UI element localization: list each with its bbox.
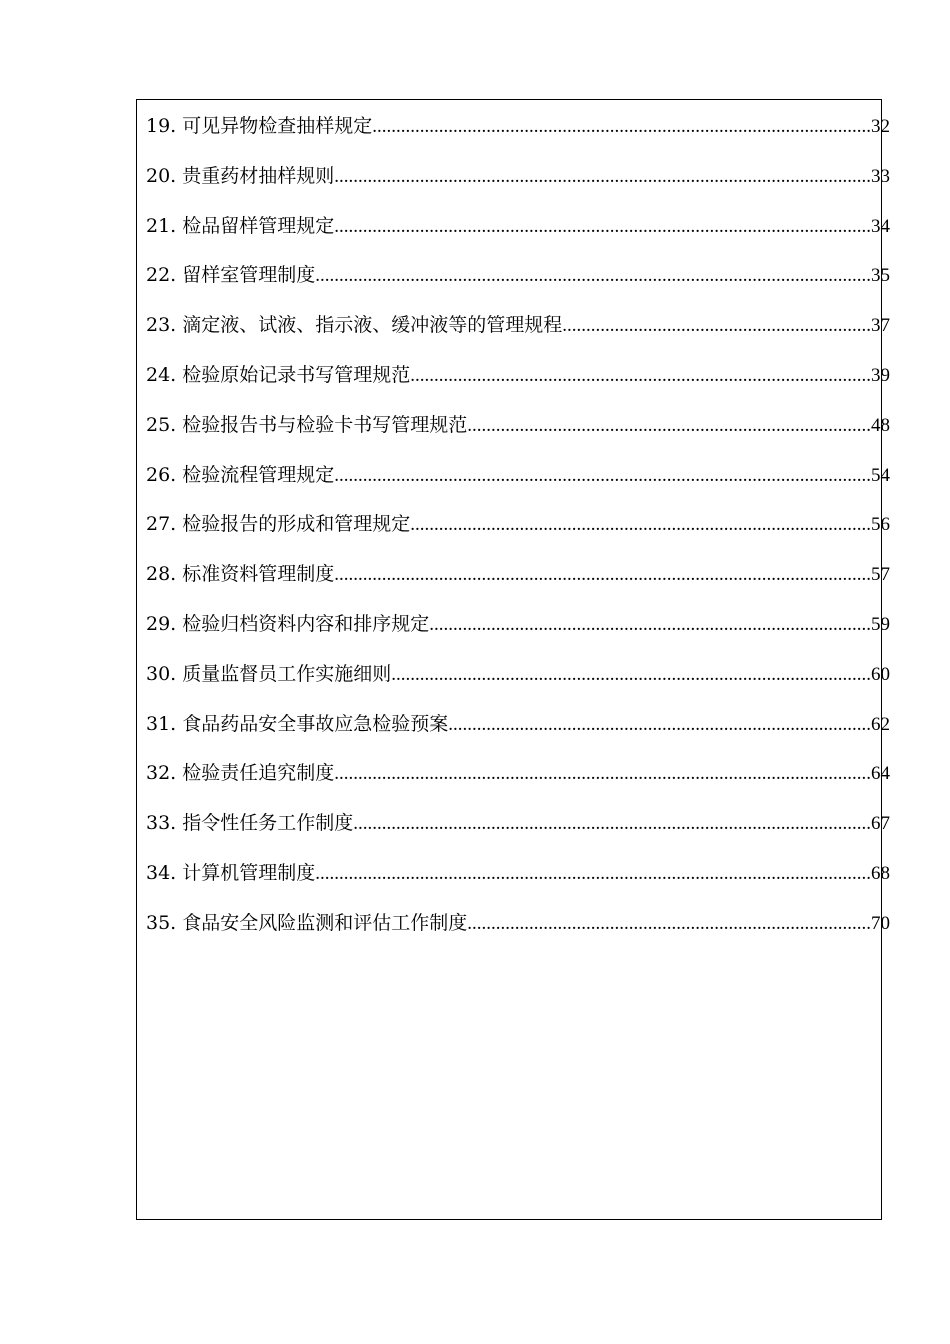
toc-dot-leader	[353, 810, 871, 838]
toc-dot-leader	[315, 262, 871, 290]
toc-entry-title: 32. 检验责任追究制度	[146, 762, 335, 785]
toc-entry-31[interactable]	[146, 710, 890, 760]
toc-entry-title: 31. 食品药品安全事故应急检验预案	[146, 712, 449, 735]
toc-entry-19[interactable]	[146, 112, 890, 162]
toc-entry-27[interactable]	[146, 510, 890, 560]
toc-entry-page: 59	[871, 613, 890, 635]
toc-entry-title: 34. 计算机管理制度	[146, 861, 316, 884]
toc-entry-25[interactable]	[146, 411, 890, 461]
toc-entry-title: 24. 检验原始记录书写管理规范	[146, 363, 411, 386]
toc-dot-leader	[334, 561, 871, 589]
toc-dot-leader	[448, 711, 871, 739]
toc-entry-page: 64	[871, 763, 890, 785]
toc-entry-30[interactable]	[146, 660, 890, 710]
toc-entry-title: 23. 滴定液、试液、指示液、缓冲液等的管理规程	[146, 314, 563, 337]
toc-entry-page: 56	[871, 514, 890, 536]
toc-entry-page: 34	[871, 215, 890, 237]
toc-entry-page: 54	[871, 464, 890, 486]
toc-entry-28[interactable]	[146, 560, 890, 610]
toc-entry-page: 33	[871, 165, 890, 187]
toc-entry-title: 29. 检验归档资料内容和排序规定	[146, 612, 430, 635]
toc-entry-page: 39	[871, 364, 890, 386]
toc-entry-32[interactable]	[146, 759, 890, 809]
toc-entry-26[interactable]	[146, 461, 890, 511]
toc-entry-33[interactable]	[146, 809, 890, 859]
toc-entry-page: 70	[871, 912, 890, 934]
toc-entry-35[interactable]	[146, 909, 890, 959]
toc-entry-page: 60	[871, 663, 890, 685]
toc-dot-leader	[334, 213, 871, 241]
toc-entry-title: 27. 检验报告的形成和管理规定	[146, 513, 411, 536]
toc-entry-page: 35	[871, 265, 890, 287]
toc-entry-page: 62	[871, 713, 890, 735]
toc-dot-leader	[334, 462, 871, 490]
toc-entry-page: 37	[871, 315, 890, 337]
toc-entry-21[interactable]	[146, 212, 890, 262]
toc-entry-title: 30. 质量监督员工作实施细则	[146, 662, 392, 685]
toc-dot-leader	[391, 661, 871, 689]
toc-dot-leader	[410, 511, 871, 539]
toc-dot-leader	[372, 113, 871, 141]
toc-dot-leader	[429, 611, 871, 639]
toc-entry-24[interactable]	[146, 361, 890, 411]
toc-entry-page: 68	[871, 862, 890, 884]
toc-dot-leader	[334, 760, 871, 788]
toc-entry-title: 25. 检验报告书与检验卡书写管理规范	[146, 413, 468, 436]
toc-entry-title: 22. 留样室管理制度	[146, 264, 316, 287]
table-of-contents	[146, 112, 890, 959]
toc-dot-leader	[334, 163, 871, 191]
toc-dot-leader	[410, 362, 871, 390]
toc-entry-20[interactable]	[146, 162, 890, 212]
toc-entry-title: 33. 指令性任务工作制度	[146, 812, 354, 835]
toc-entry-title: 28. 标准资料管理制度	[146, 563, 335, 586]
toc-entry-page: 67	[871, 813, 890, 835]
toc-entry-title: 26. 检验流程管理规定	[146, 463, 335, 486]
toc-entry-page: 48	[871, 414, 890, 436]
toc-entry-title: 21. 检品留样管理规定	[146, 214, 335, 237]
toc-entry-page: 57	[871, 564, 890, 586]
toc-dot-leader	[467, 910, 871, 938]
toc-entry-title: 35. 食品安全风险监测和评估工作制度	[146, 911, 468, 934]
toc-entry-34[interactable]	[146, 859, 890, 909]
toc-entry-page: 32	[871, 116, 890, 137]
toc-entry-23[interactable]	[146, 311, 890, 361]
toc-entry-29[interactable]	[146, 610, 890, 660]
toc-entry-title: 19. 可见异物检查抽样规定	[146, 115, 373, 137]
toc-dot-leader	[562, 312, 871, 340]
toc-entry-title: 20. 贵重药材抽样规则	[146, 164, 335, 187]
toc-entry-22[interactable]	[146, 261, 890, 311]
toc-dot-leader	[315, 860, 871, 888]
toc-dot-leader	[467, 412, 871, 440]
